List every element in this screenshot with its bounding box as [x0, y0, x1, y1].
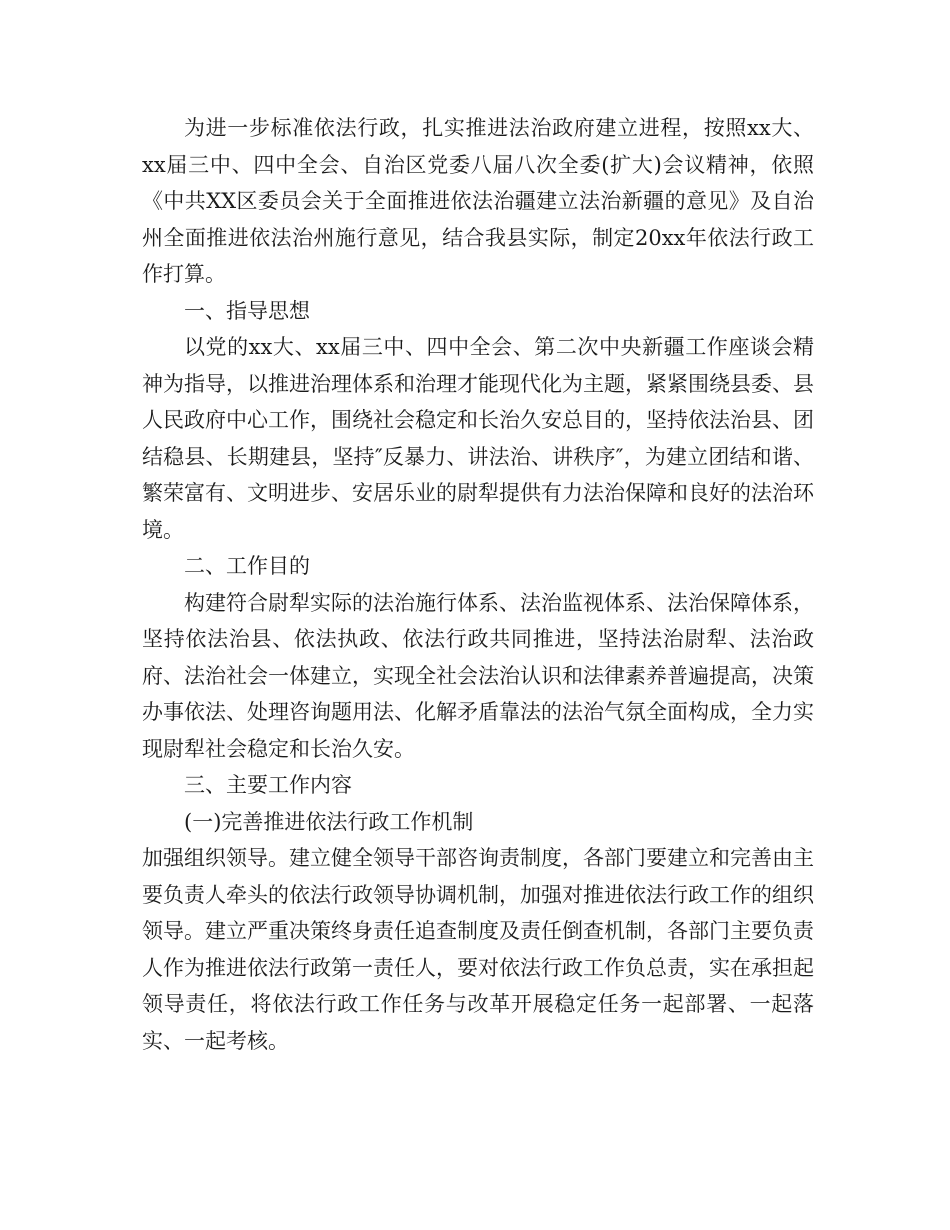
work-objectives-paragraph: 构建符合尉犁实际的法治施行体系、法治监视体系、法治保障体系，坚持依法治县、依法执政、依法行政共同推进，坚持法治尉犁、法治政府、法治社会一体建立，实现全社会法治认识和法律素养普遍提高，决策办事依法、处理咨询题用法、化解矛盾靠法的法治气氛全面构成，全力实现尉犁社会稳定和长治久安。: [142, 590, 814, 761]
document-body: [142, 110, 814, 1059]
section-heading-guiding-ideology: 一、指导思想: [184, 298, 310, 323]
section-heading-main-work: 三、主要工作内容: [184, 773, 352, 797]
guiding-ideology-paragraph: 以党的xx大、xx届三中、四中全会、第二次中央新疆工作座谈会精神为指导，以推进治理体系和治理才能现代化为主题，紧紧围绕县委、县人民政府中心工作，围绕社会稳定和长治久安总目的，坚持依法治县、团结稳县、长期建县，坚持″反暴力、讲法治、讲秩序″，为建立团结和谐、繁荣富有、文明进步、安居乐业的尉犁提供有力法治保障和良好的法治环境。: [142, 335, 814, 542]
intro-paragraph: 为进一步标准依法行政，扎实推进法治政府建立进程，按照xx大、xx届三中、四中全会、自治区党委八届八次全委(扩大)会议精神，依照《中共XX区委员会关于全面推进依法治疆建立法治新疆的意见》及自治州全面推进依法治州施行意见，结合我县实际，制定20xx年依法行政工作打算。: [142, 116, 814, 286]
mechanism-paragraph: 加强组织领导。建立健全领导干部咨询责制度，各部门要建立和完善由主要负责人牵头的依法行政领导协调机制，加强对推进依法行政工作的组织领导。建立严重决策终身责任追查制度及责任倒查机制，各部门主要负责人作为推进依法行政第一责任人，要对依法行政工作负总责，实在承担起领导责任，将依法行政工作任务与改革开展稳定任务一起部署、一起落实、一起考核。: [142, 846, 814, 1053]
section-heading-work-objectives: 二、工作目的: [184, 554, 310, 578]
subsection-heading-mechanism: (一)完善推进依法行政工作机制: [184, 809, 474, 834]
